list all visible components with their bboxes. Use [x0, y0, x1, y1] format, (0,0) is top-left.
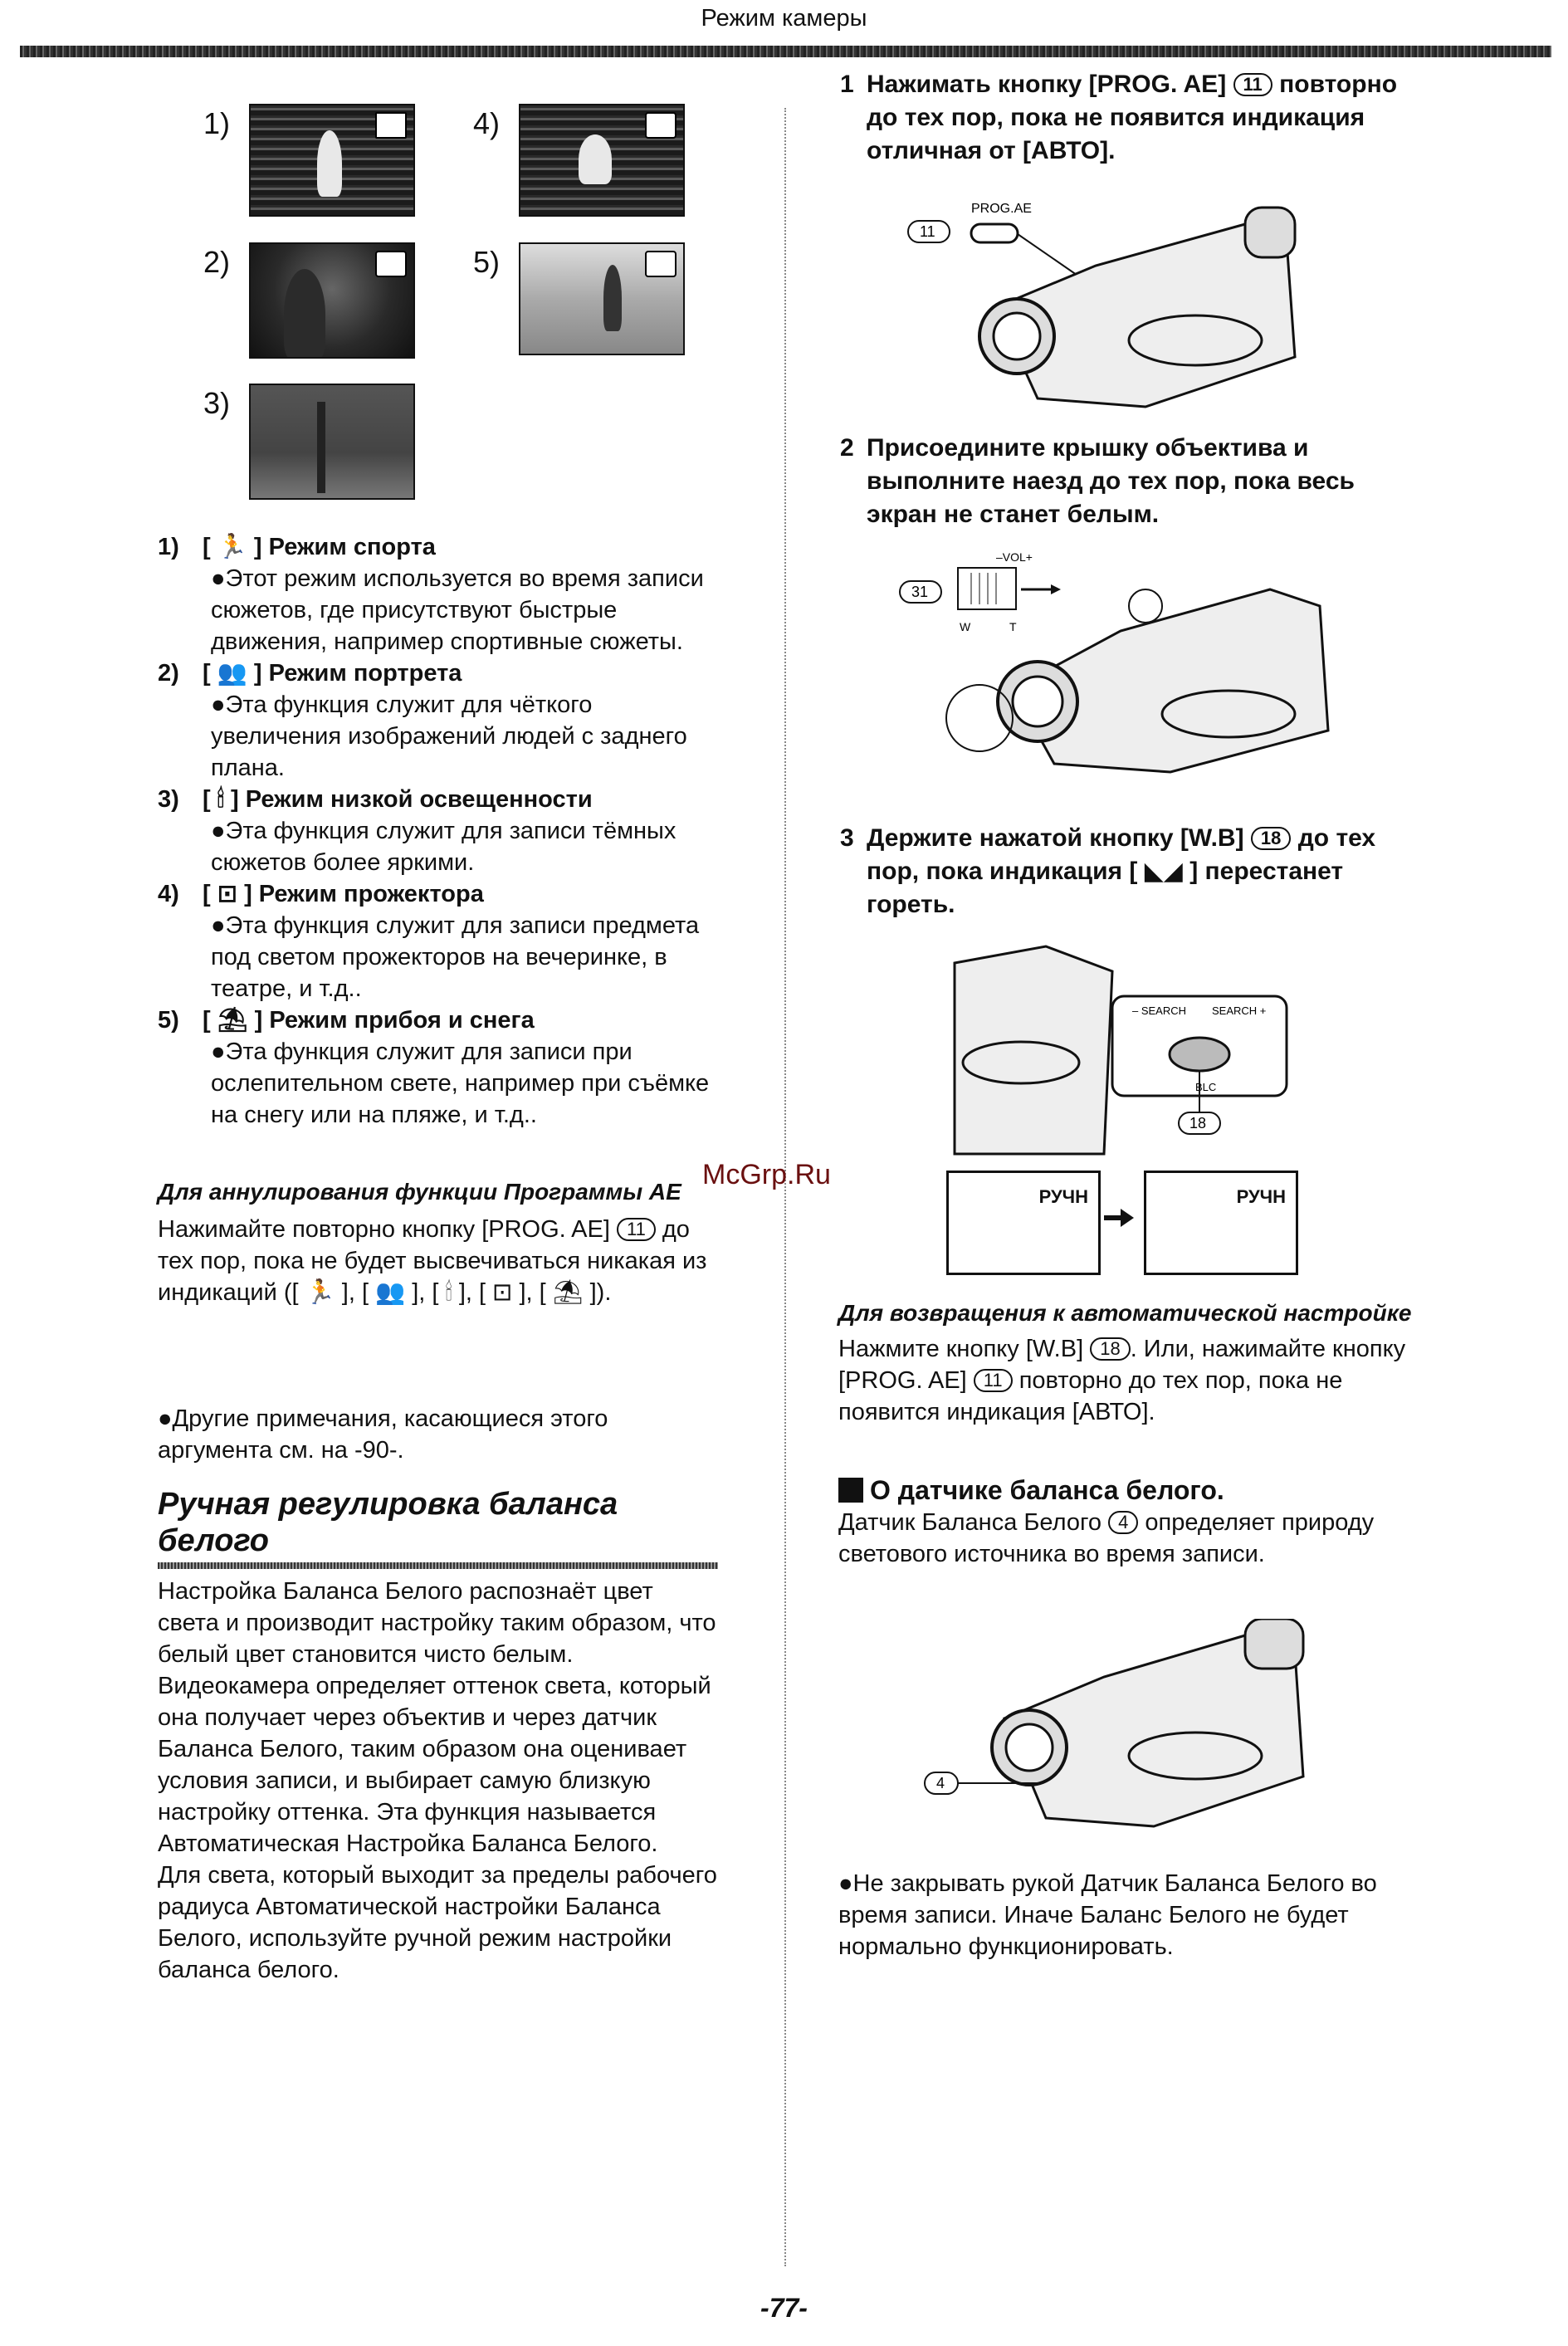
- mode-list: [158, 531, 722, 1131]
- mode-description: ●Эта функция служит для записи тёмных сюжетов более яркими.: [211, 818, 677, 876]
- sensor-text-b: определяет природу светового источника во время записи.: [838, 1509, 1375, 1567]
- mode-item-sport: [158, 531, 722, 657]
- wb-paragraph-2: Для света, который выходит за пределы рабочего радиуса Автоматической настройки Баланса Белого, используйте ручной режим настройки баланса белого.: [158, 1862, 717, 1983]
- step-1: [840, 68, 1438, 168]
- header-rule: [20, 46, 1551, 57]
- return-text-b: . Или, нажимайте кнопку [PROG. AE]: [838, 1336, 1406, 1394]
- page-header-title: Режим камеры: [701, 5, 867, 32]
- cancel-program-ae-block: [158, 1177, 722, 1308]
- mode-number: 5): [158, 1007, 179, 1034]
- return-text-a: Нажмите кнопку [W.B]: [838, 1336, 1084, 1362]
- mode-number: 4): [158, 881, 179, 907]
- sensor-note: ●Не закрывать рукой Датчик Баланса Белого во время записи. Иначе Баланс Белого не будет нормально функционировать.: [838, 1870, 1377, 1960]
- mode-title: Режим прибоя и снега: [269, 1007, 535, 1034]
- photo-low-light-mode: [249, 384, 415, 500]
- portrait-icon: [ 👥 ]: [203, 660, 262, 687]
- section-title: Ручная регулировка баланса белого: [158, 1487, 618, 1558]
- mode-title: Режим портрета: [268, 660, 462, 687]
- cancel-indicator-list: ([ 🏃 ], [ 👥 ], [ 🕯 ], [ ⊡ ], [ ⛱ ]).: [283, 1279, 612, 1306]
- search-plus-label: SEARCH +: [1212, 1004, 1267, 1017]
- button-ref-11: 11: [1233, 73, 1272, 96]
- wb-button-illustration: [946, 938, 1295, 1162]
- photo-portrait-mode: [249, 242, 415, 359]
- photo-label-2: 2): [203, 245, 231, 279]
- viewfinder-before: [946, 1171, 1101, 1275]
- mode-item-portrait: [158, 657, 722, 784]
- callout-11: 11: [920, 223, 935, 240]
- w-label: W: [960, 620, 971, 633]
- step-2: [840, 432, 1438, 531]
- photo-spotlight-mode: [519, 104, 685, 217]
- prog-ae-label: PROG.AE: [971, 202, 1032, 216]
- sensor-title: О датчике баланса белого.: [870, 1475, 1224, 1505]
- callout-31: 31: [911, 584, 929, 600]
- watermark: McGrp.Ru: [702, 1159, 831, 1190]
- step-3: [840, 822, 1438, 921]
- sport-icon: [ 🏃 ]: [203, 534, 262, 560]
- cancel-text: [158, 1214, 722, 1308]
- sensor-title-row: [838, 1474, 1411, 1507]
- mode-description: ●Эта функция служит для записи предмета под светом прожекторов на вечеринке, в театре, и т.д..: [211, 912, 700, 1002]
- mode-item-surf-snow: [158, 1004, 722, 1131]
- other-notes: ●Другие примечания, касающиеся этого аргумента см. на -90-.: [158, 1405, 608, 1464]
- button-ref-11: 11: [617, 1218, 656, 1241]
- mode-item-low-light: [158, 784, 722, 878]
- mode-title: Режим спорта: [268, 534, 436, 560]
- step-number: 3: [840, 824, 854, 852]
- return-heading: Для возвращения к автоматической настройке: [838, 1300, 1412, 1326]
- vol-label: –VOL+: [996, 550, 1033, 564]
- mode-description: ●Эта функция служит для чёткого увеличения изображений людей с заднего плана.: [211, 692, 687, 781]
- arrow-right-icon: [1102, 1205, 1136, 1230]
- manual-indicator-blinking: РУЧН: [1038, 1186, 1088, 1207]
- step-text-b: до тех пор, пока индикация [ ◣◢ ] перестанет гореть.: [867, 824, 1376, 918]
- step-text-a: Нажимать кнопку [PROG. AE]: [867, 71, 1227, 98]
- camcorder-wb-sensor-illustration: [913, 1619, 1345, 1860]
- wb-sensor-block: [838, 1474, 1411, 1570]
- step-text-a: Держите нажатой кнопку [W.B]: [867, 824, 1244, 852]
- section-title-rule: [158, 1562, 718, 1569]
- mode-number: 1): [158, 534, 179, 560]
- blc-label: BLC: [1195, 1081, 1217, 1093]
- return-text: [838, 1333, 1419, 1428]
- mode-number: 2): [158, 660, 179, 687]
- camcorder-prog-ae-illustration: [896, 191, 1378, 423]
- button-ref-18: 18: [1090, 1337, 1130, 1361]
- button-ref-18: 18: [1251, 827, 1291, 850]
- return-text-c: повторно до тех пор, пока не появится индикация [АВТО].: [838, 1367, 1343, 1425]
- photo-label-3: 3): [203, 386, 231, 420]
- search-minus-label: – SEARCH: [1132, 1004, 1187, 1017]
- wb-paragraph-1: Настройка Баланса Белого распознаёт цвет света и производит настройку таким образом, что белый цвет становится чисто белым. Видеокамера определяет оттенок света, который она получает через объектив и через датчик Баланса Белого, таким образом она оценивает условия записи, и выбирает самую близкую настройку оттенка. Эта функция называется Автоматическая Настройка Баланса Белого.: [158, 1578, 716, 1857]
- viewfinder-after: [1144, 1171, 1298, 1275]
- cancel-text-b: до тех пор, пока не будет высвечиваться никакая из индикаций: [158, 1216, 707, 1306]
- callout-4: 4: [936, 1775, 945, 1791]
- sensor-text-a: Датчик Баланса Белого: [838, 1509, 1102, 1536]
- mode-title: Режим низкой освещенности: [245, 786, 593, 813]
- photo-surf-snow-mode: [519, 242, 685, 355]
- step-number: 2: [840, 434, 854, 462]
- mode-description: ●Этот режим используется во время записи сюжетов, где присутствуют быстрые движения, например спортивные сюжеты.: [211, 565, 704, 655]
- step-number: 1: [840, 71, 854, 98]
- photo-sport-mode: [249, 104, 415, 217]
- white-balance-section: [158, 1486, 718, 1986]
- mode-number: 3): [158, 786, 179, 813]
- callout-18: 18: [1189, 1115, 1207, 1131]
- mode-item-spotlight: [158, 878, 722, 1004]
- camcorder-lens-cap-illustration: [888, 548, 1386, 780]
- button-ref-4: 4: [1108, 1511, 1138, 1534]
- photo-label-4: 4): [473, 106, 501, 140]
- button-ref-11: 11: [974, 1369, 1013, 1392]
- page-number: -77-: [760, 2293, 808, 2323]
- return-to-auto-block: [838, 1298, 1419, 1428]
- photo-label-1: 1): [203, 106, 231, 140]
- step-text: Присоедините крышку объектива и выполните наезд до тех пор, пока весь экран не станет белым.: [867, 434, 1355, 528]
- mode-title: Режим прожектора: [258, 881, 484, 907]
- photo-label-5: 5): [473, 245, 501, 279]
- cancel-text-a: Нажимайте повторно кнопку [PROG. AE]: [158, 1216, 610, 1243]
- step-text-b: повторно до тех пор, пока не появится индикация отличная от [АВТО].: [867, 71, 1398, 164]
- square-bullet-icon: [838, 1478, 863, 1503]
- spotlight-icon: [ ⊡ ]: [203, 881, 252, 907]
- low-light-icon: [ 🕯 ]: [203, 786, 239, 813]
- sensor-text: [838, 1507, 1411, 1570]
- surf-snow-icon: [ ⛱ ]: [203, 1007, 263, 1034]
- mode-description: ●Эта функция служит для записи при ослепительном свете, например при съёмке на снегу или на пляже, и т.д..: [211, 1039, 710, 1128]
- t-label: T: [1009, 620, 1017, 633]
- cancel-heading: Для аннулирования функции Программы AE: [158, 1179, 681, 1205]
- manual-indicator: РУЧН: [1236, 1186, 1286, 1207]
